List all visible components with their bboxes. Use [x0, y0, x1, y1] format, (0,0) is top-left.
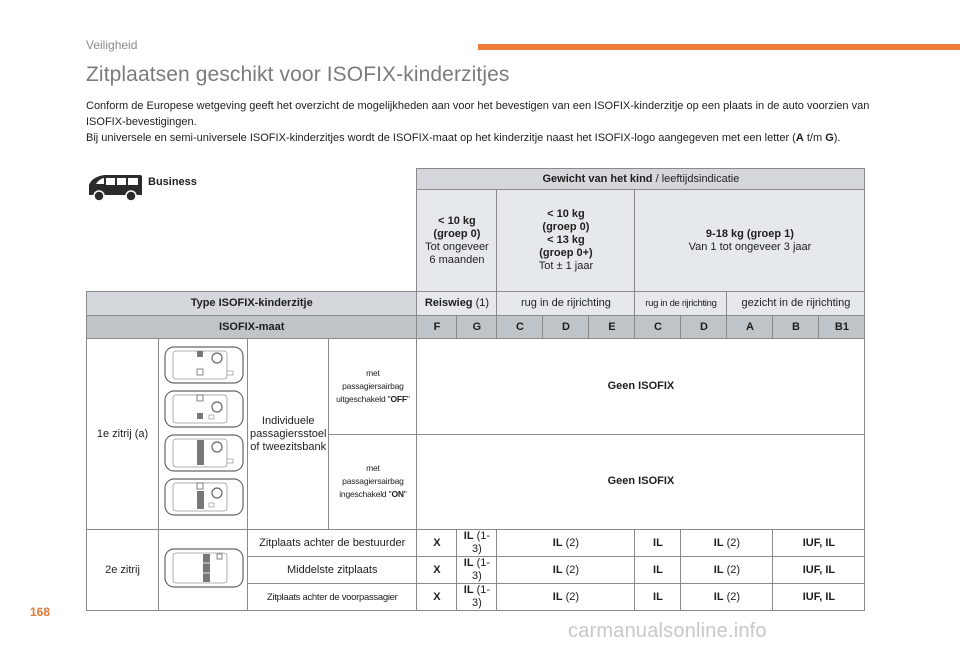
- cell-il4-bold: IL: [713, 563, 724, 576]
- cell-il-note: (1-3): [472, 584, 491, 609]
- cell-il2-note: (2): [562, 563, 580, 576]
- row1-seat-type: Individuele passagiersstoel of tweezitsbank: [248, 339, 329, 530]
- cell-x: X: [417, 557, 457, 584]
- intro-text-mid: t/m: [803, 132, 826, 144]
- cell-il: [457, 557, 497, 584]
- seat-label: Middelste zitplaats: [248, 557, 417, 584]
- weight-header-bold: Gewicht van het kind: [542, 172, 653, 185]
- intro-paragraph-2: [86, 130, 886, 146]
- cell-il-4: [681, 557, 773, 584]
- type-carrycot-rest: (1): [472, 297, 490, 309]
- intro-letter-g: G: [825, 132, 834, 144]
- group-0-line4: 6 maanden: [429, 253, 485, 266]
- cell-il-2: [497, 584, 635, 611]
- type-rear-facing-2: rug in de rijrichting: [635, 292, 727, 316]
- airbag-on-value: Geen ISOFIX: [417, 434, 865, 530]
- cell-il2-bold: IL: [552, 590, 563, 603]
- cell-il4-note: (2): [723, 590, 741, 603]
- cell-il2-note: (2): [562, 536, 580, 549]
- row2-position: 2e zitrij: [87, 530, 159, 611]
- row1-seat-diagrams: [159, 339, 248, 530]
- row1-position: 1e zitrij (a): [87, 339, 159, 530]
- type-label: Type ISOFIX-kinderzitje: [87, 292, 417, 316]
- watermark: carmanualsonline.info: [568, 620, 767, 642]
- weight-header: [417, 169, 865, 190]
- group-1-line2: Van 1 tot ongeveer 3 jaar: [688, 240, 812, 253]
- intro-text-end: ).: [833, 132, 841, 144]
- type-carrycot: [417, 292, 497, 316]
- cell-il2-note: (2): [562, 590, 580, 603]
- cell-il-note: (1-3): [472, 530, 491, 555]
- isofix-table: [86, 168, 865, 611]
- type-carrycot-bold: Reiswieg: [424, 297, 473, 309]
- intro-letter-a: A: [795, 132, 804, 144]
- cell-x: X: [417, 530, 457, 557]
- cell-il2-bold: IL: [552, 536, 563, 549]
- header-accent-bar: [478, 44, 960, 50]
- cell-iuf: IUF, IL: [773, 530, 865, 557]
- cell-il-bold: IL: [463, 530, 474, 542]
- cell-il-2: [497, 530, 635, 557]
- cell-il-bold: IL: [463, 584, 474, 596]
- size-cell: A: [727, 316, 773, 339]
- group-0-line2: (groep 0): [433, 227, 481, 240]
- size-cell: C: [497, 316, 543, 339]
- row2-seat-diagram: [159, 530, 248, 611]
- seat-diagram-3: [165, 435, 243, 471]
- group-0: [417, 190, 497, 292]
- airbag-on-d: ON: [391, 489, 404, 500]
- size-label: ISOFIX-maat: [87, 316, 417, 339]
- intro-paragraph-1: Conform de Europese wetgeving geeft het overzicht de mogelijkheden aan voor het bevestigen van een ISOFIX-kinderzitje op een plaats in de auto voorzien van ISOFIX-bevestigingen.: [86, 100, 870, 128]
- size-cell: G: [457, 316, 497, 339]
- size-cell: D: [543, 316, 589, 339]
- group-0plus-line5: Tot ± 1 jaar: [538, 260, 594, 272]
- airbag-on-b: passagiersairbag: [342, 476, 404, 487]
- type-forward-facing: gezicht in de rijrichting: [727, 292, 865, 316]
- cell-il-3: IL: [635, 584, 681, 611]
- type-rear-facing-1: rug in de rijrichting: [497, 292, 635, 316]
- airbag-on-a: met: [366, 463, 380, 474]
- page-number: 168: [30, 605, 51, 619]
- seat-label: Zitplaats achter de bestuurder: [248, 530, 417, 557]
- cell-il4-note: (2): [723, 536, 741, 549]
- cell-il4-bold: IL: [713, 590, 724, 603]
- airbag-off-a: met: [366, 367, 380, 378]
- cell-iuf: IUF, IL: [773, 584, 865, 611]
- group-0plus-line2: (groep 0): [542, 221, 590, 233]
- group-0plus: [497, 190, 635, 292]
- group-1-line1: 9-18 kg (groep 1): [705, 227, 794, 240]
- cell-il-3: IL: [635, 530, 681, 557]
- seat-diagram-1: [165, 347, 243, 383]
- group-0plus-line3: < 13 kg: [547, 234, 585, 246]
- size-cell: F: [417, 316, 457, 339]
- group-0-line1: < 10 kg: [438, 214, 476, 227]
- cell-iuf: IUF, IL: [773, 557, 865, 584]
- section-label: Veiligheid: [86, 38, 138, 52]
- cell-il4-bold: IL: [713, 536, 724, 549]
- seat-label: Zitplaats achter de voorpassagier: [248, 584, 417, 611]
- cell-il4-note: (2): [723, 563, 741, 576]
- intro-text-a: Bij universele en semi-universele ISOFIX-kinderzitjes wordt de ISOFIX-maat op het kinderzitje naast het ISOFIX-logo aangegeven met een letter (: [86, 132, 796, 144]
- weight-header-rest: / leeftijdsindicatie: [652, 172, 740, 185]
- airbag-off-d: OFF: [390, 393, 407, 404]
- cell-il-2: [497, 557, 635, 584]
- airbag-off-e: ": [406, 393, 410, 404]
- airbag-off-label: [329, 339, 417, 435]
- cell-il-bold: IL: [463, 557, 474, 569]
- airbag-on-e: ": [403, 489, 407, 500]
- cell-il-3: IL: [635, 557, 681, 584]
- airbag-off-value: Geen ISOFIX: [417, 339, 865, 435]
- airbag-on-label: [329, 434, 417, 530]
- cell-il-note: (1-3): [472, 557, 491, 582]
- cell-x: X: [417, 584, 457, 611]
- intro-text: [86, 98, 886, 146]
- group-1: [635, 190, 865, 292]
- size-cell: C: [635, 316, 681, 339]
- vehicle-label: Business: [148, 176, 197, 188]
- cell-il2-bold: IL: [552, 563, 563, 576]
- cell-il-4: [681, 584, 773, 611]
- cell-il: [457, 530, 497, 557]
- seat-layout-icon: [159, 543, 247, 593]
- group-0plus-line1: < 10 kg: [547, 208, 585, 220]
- seat-layout-icon: [159, 339, 247, 525]
- size-cell: D: [681, 316, 727, 339]
- page-title: Zitplaatsen geschikt voor ISOFIX-kinderzitjes: [86, 63, 510, 86]
- size-cell: B: [773, 316, 819, 339]
- size-cell: E: [589, 316, 635, 339]
- group-0-line3: Tot ongeveer: [425, 240, 489, 253]
- cell-il-4: [681, 530, 773, 557]
- size-cell: B1: [819, 316, 865, 339]
- group-0plus-line4: (groep 0+): [539, 247, 593, 259]
- seat-diagram-4: [165, 479, 243, 515]
- airbag-off-b: passagiersairbag: [342, 380, 404, 391]
- airbag-on-c: ingeschakeld ": [339, 489, 392, 500]
- airbag-off-c: uitgeschakeld ": [336, 393, 391, 404]
- cell-il: [457, 584, 497, 611]
- seat-diagram-2: [165, 391, 243, 427]
